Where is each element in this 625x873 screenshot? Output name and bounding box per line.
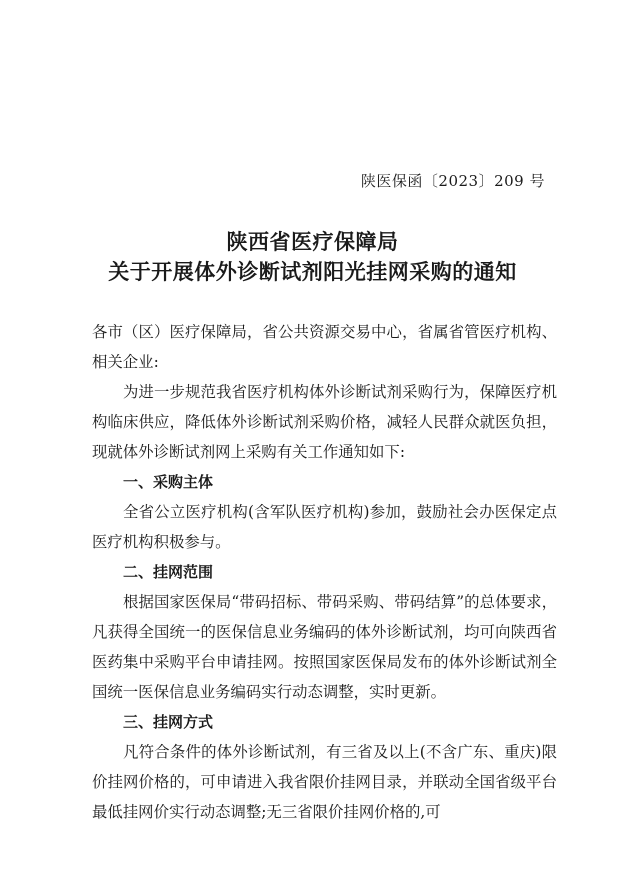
section-text-listing-scope: 根据国家医保局“带码招标、带码采购、带码结算”的总体要求，凡获得全国统一的医保信息业务编码的体外诊断试剂，均可向陕西省医药集中采购平台申请挂网。按照国家医保局发布的体外诊断试剂全国统一医保信息业务编码实行动态调整，实时更新。 xyxy=(92,593,557,701)
recipients-paragraph: 各市（区）医疗保障局，省公共资源交易中心，省属省管医疗机构、相关企业: xyxy=(92,323,557,371)
section-heading-purchasing-subject: 一、采购主体 xyxy=(123,473,214,491)
document-body xyxy=(92,317,557,827)
section-heading-listing-method: 三、挂网方式 xyxy=(123,713,214,731)
intro-paragraph: 为进一步规范我省医疗机构体外诊断试剂采购行为，保障医疗机构临床供应，降低体外诊断试剂采购价格，减轻人民群众就医负担，现就体外诊断试剂网上采购有关工作通知如下: xyxy=(92,383,557,461)
document-number: 陕医保函〔2023〕209 号 xyxy=(360,172,545,190)
section-heading-listing-scope: 二、挂网范围 xyxy=(123,563,214,581)
section-text-listing-method: 凡符合条件的体外诊断试剂，有三省及以上(不含广东、重庆)限价挂网价格的，可申请进入我省限价挂网目录，并联动全国省级平台最低挂网价实行动态调整;无三省限价挂网价格的,可 xyxy=(92,743,557,821)
document-title-subject: 关于开展体外诊断试剂阳光挂网采购的通知 xyxy=(108,259,517,284)
section-text-purchasing-subject: 全省公立医疗机构(含军队医疗机构)参加，鼓励社会办医保定点医疗机构积极参与。 xyxy=(92,503,557,551)
document-title-issuer: 陕西省医疗保障局 xyxy=(226,229,399,254)
